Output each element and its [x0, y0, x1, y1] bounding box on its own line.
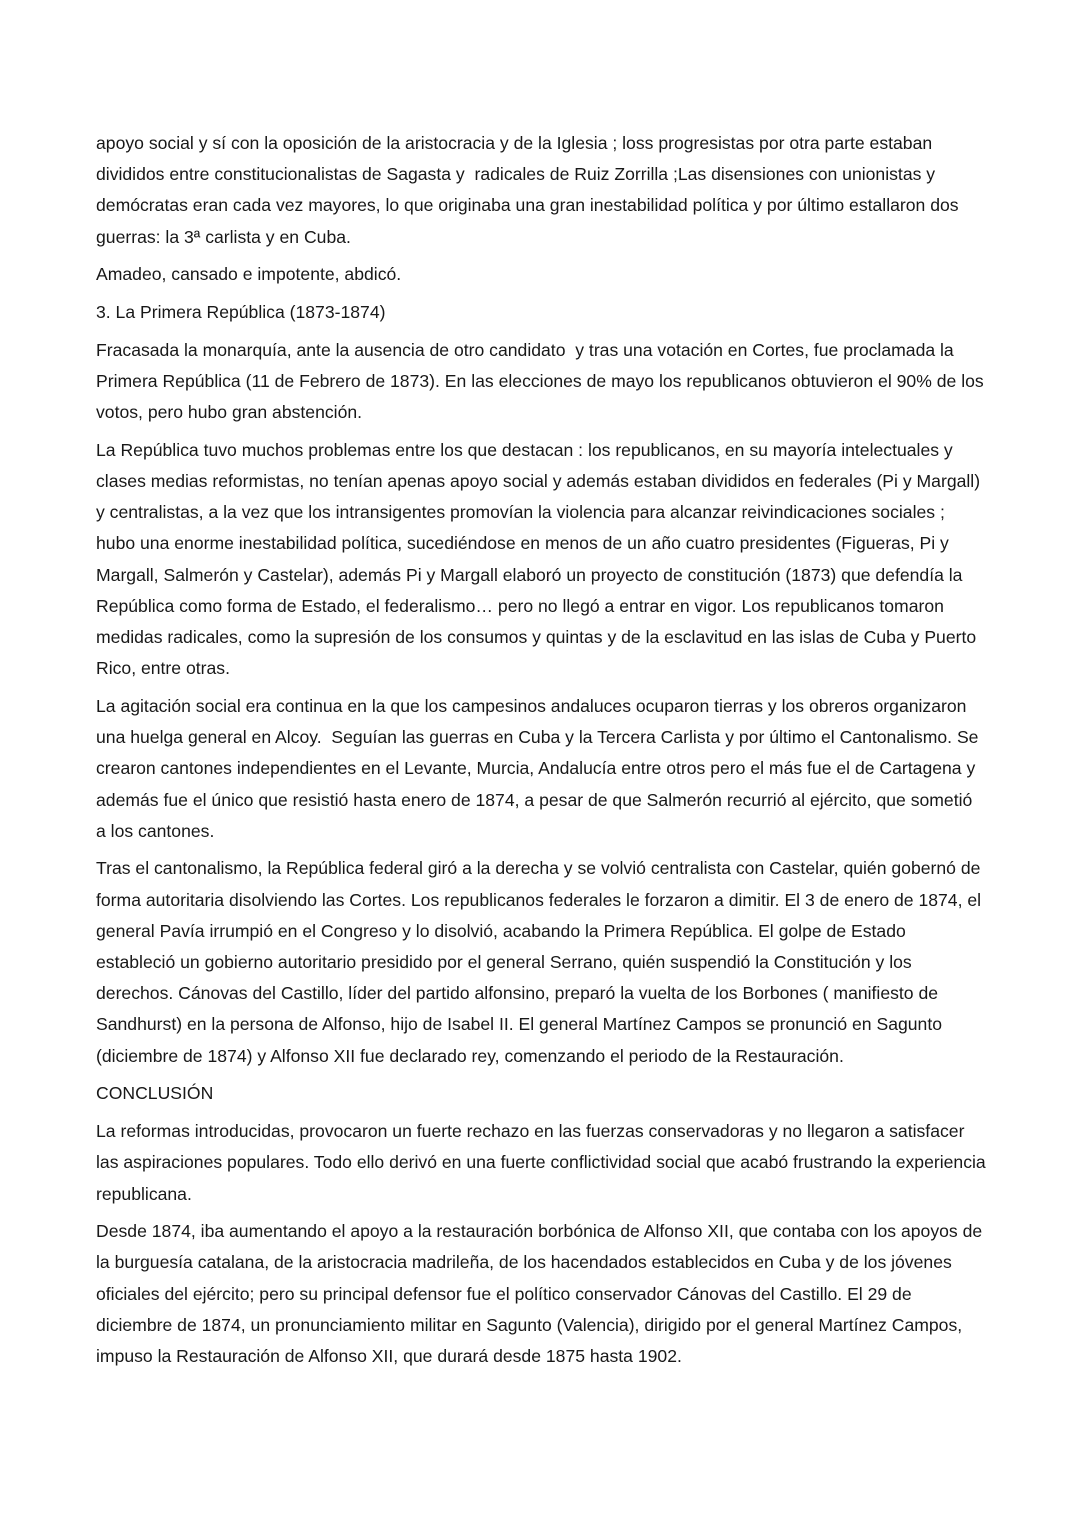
paragraph-agitacion-social: La agitación social era continua en la que los campesinos andaluces ocuparon tierras y los obreros organizaron una huelga general en Alcoy. Seguían las guerras en Cuba y la Tercera Carlista y por último el Cantonalismo. Se crearon cantones independientes en el Levante, Murcia, Andalucía entre otros pero el más fue el de Cartagena y además fue el único que resistió hasta enero de 1874, a pesar de que Salmerón recurrió al ejército, que sometió a los cantones.: [96, 695, 984, 841]
paragraph-proclamacion-republica: Fracasada la monarquía, ante la ausencia de otro candidato y tras una votación en Cortes, fue proclamada la Primera República (11 de Febrero de 1873). En las elecciones de mayo los republicanos obtuvieron el 90% de los votos, pero hubo gran abstención.: [96, 339, 989, 423]
paragraph-continuation-amadeo-context: apoyo social y sí con la oposición de la aristocracia y de la Iglesia ; loss progresistas por otra parte estaban divididos entre constitucionalistas de Sagasta y radicales de Ruiz Zorrilla ;Las disensiones con unionistas y demócratas eran cada vez mayores, lo que originaba una gran inestabilidad política y por último estallaron dos guerras: la 3ª carlista y en Cuba.: [96, 133, 964, 247]
section-heading-primera-republica: 3. La Primera República (1873-1874): [96, 302, 386, 323]
paragraph-fin-republica: Tras el cantonalismo, la República federal giró a la derecha y se volvió centralista con Castelar, quién gobernó de forma autoritaria disolviendo las Cortes. Los republicanos federales le forzaron a dimitir. El 3 de enero de 1874, el general Pavía irrumpió en el Congreso y lo disolvió, acabando la Primera República. El golpe de Estado estableció un gobierno autoritario presidido por el general Serrano, quién suspendió la Constitución y los derechos. Cánovas del Castillo, líder del partido alfonsino, preparó la vuelta de los Borbones ( manifiesto de Sandhurst) en la persona de Alfonso, hijo de Isabel II. El general Martínez Campos se pronunció en Sagunto (diciembre de 1874) y Alfonso XII fue declarado rey, comenzando el periodo de la Restauración.: [96, 858, 986, 1066]
paragraph-amadeo-abdication: Amadeo, cansado e impotente, abdicó.: [96, 264, 402, 285]
document-body: [96, 128, 991, 1372]
section-heading-conclusion: CONCLUSIÓN: [96, 1083, 214, 1104]
paragraph-conclusion-restauracion: Desde 1874, iba aumentando el apoyo a la restauración borbónica de Alfonso XII, que contaba con los apoyos de la burguesía catalana, de la aristocracia madrileña, de los hacendados establecidos en Cuba y de los jóvenes oficiales del ejército; pero su principal defensor fue el político conservador Cánovas del Castillo. El 29 de diciembre de 1874, un pronunciamiento militar en Sagunto (Valencia), dirigido por el general Martínez Campos, impuso la Restauración de Alfonso XII, que durará desde 1875 hasta 1902.: [96, 1221, 988, 1367]
paragraph-conclusion-reformas: La reformas introducidas, provocaron un fuerte rechazo en las fuerzas conservadoras y no llegaron a satisfacer las aspiraciones populares. Todo ello derivó en una fuerte conflictividad social que acabó frustrando la experiencia republicana.: [96, 1121, 991, 1204]
paragraph-problemas-republica: La República tuvo muchos problemas entre los que destacan : los republicanos, en su mayoría intelectuales y clases medias reformistas, no tenían apenas apoyo social y además estaban divididos en federales (Pi y Margall) y centralistas, a la vez que los intransigentes promovían la violencia para alcanzar reivindicaciones sociales ; hubo una enorme inestabilidad política, sucediéndose en menos de un año cuatro presidentes (Figueras, Pi y Margall, Salmerón y Castelar), además Pi y Margall elaboró un proyecto de constitución (1873) que defendía la República como forma de Estado, el federalismo… pero no llegó a entrar en vigor. Los republicanos tomaron medidas radicales, como la supresión de los consumos y quintas y de la esclavitud en las islas de Cuba y Puerto Rico, entre otras.: [96, 439, 985, 679]
